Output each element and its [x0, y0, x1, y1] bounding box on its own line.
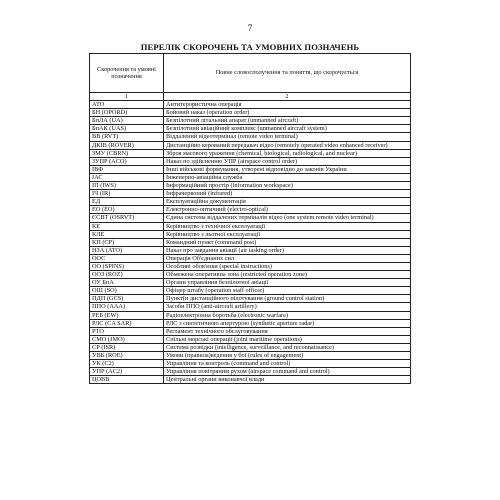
table-header-row: [90, 54, 411, 93]
header-full-term: Повне словосполучення та поняття, що скорочується: [164, 54, 411, 93]
abbreviation-cell: ЗУПР (ACO): [90, 157, 164, 165]
table-row: [90, 287, 411, 295]
abbreviation-cell: УК (C2): [90, 360, 164, 368]
table-row: [90, 271, 411, 279]
abbreviation-cell: СР (ISR): [90, 343, 164, 351]
table-row: [90, 141, 411, 149]
abbreviation-cell: РЕБ (EW): [90, 311, 164, 319]
table-row: [90, 149, 411, 157]
abbreviation-cell: ППО (AAA): [90, 303, 164, 311]
full-term-cell: Управління повітряним рухом (airspace command and control): [164, 368, 411, 376]
full-term-cell: Інженерно-авіаційна служба: [164, 173, 411, 181]
full-term-cell: Управління та контроль (command and control): [164, 360, 411, 368]
abbreviation-cell: УВБ (ROE): [90, 352, 164, 360]
abbreviation-cell: БпЛА (UA): [90, 117, 164, 125]
full-term-cell: Операція Об'єднаних сил: [164, 254, 411, 262]
abbreviation-cell: НЗА (ATO): [90, 246, 164, 254]
full-term-cell: Безпілотний літальний апарат (unmanned aircraft): [164, 117, 411, 125]
abbreviation-cell: ЗМУ (CBRN): [90, 149, 164, 157]
table-row: [90, 368, 411, 376]
full-term-cell: Наказ про завдання авіації (air tasking order): [164, 246, 411, 254]
full-term-cell: Пункт(и дистанційного пілотування (ground control station): [164, 295, 411, 303]
table-row: [90, 165, 411, 173]
table-row: [90, 230, 411, 238]
abbreviation-cell: ІП (IWS): [90, 182, 164, 190]
abbreviation-cell: ОШ (SO): [90, 287, 164, 295]
full-term-cell: Інфрачервоний (infrared): [164, 190, 411, 198]
full-term-cell: Система розвідки (intelligence, surveillance, and reconnaissance): [164, 343, 411, 351]
abbreviation-cell: ЕД: [90, 198, 164, 206]
full-term-cell: Безпілотний авіаційний комплекс (unmanned aircraft system): [164, 125, 411, 133]
full-term-cell: Наказ по здійсненню УПР (airspace control order): [164, 157, 411, 165]
abbreviation-cell: ЦОВВ: [90, 376, 164, 384]
table-row: [90, 343, 411, 351]
column-number-1: 1: [90, 93, 164, 101]
column-number-2: 2: [164, 93, 411, 101]
table-row: [90, 246, 411, 254]
full-term-cell: Командний пункт (command post): [164, 238, 411, 246]
table-row: [90, 238, 411, 246]
abbreviation-cell: СМО (JMO): [90, 335, 164, 343]
table-row: [90, 319, 411, 327]
full-term-cell: Радіоелектронна боротьба (electronic warfare): [164, 311, 411, 319]
table-body: [90, 101, 411, 384]
table-row: [90, 198, 411, 206]
table-row: [90, 109, 411, 117]
full-term-cell: Регламент технічного обслуговування: [164, 327, 411, 335]
table-row: [90, 206, 411, 214]
full-term-cell: Умови (правила)ведення у бої (rules of engagement): [164, 352, 411, 360]
full-term-cell: Офіцер штабу (operation staff officer): [164, 287, 411, 295]
full-term-cell: Засоби ППО (anti-aircraft artillery): [164, 303, 411, 311]
abbreviation-cell: КП (CP): [90, 238, 164, 246]
table-row: [90, 335, 411, 343]
full-term-cell: Експлуатаційна документація: [164, 198, 411, 206]
full-term-cell: Віддалений відеотермінал (remote video terminal): [164, 133, 411, 141]
abbreviation-cell: ІАС: [90, 173, 164, 181]
table-row: [90, 117, 411, 125]
full-term-cell: Єдина система віддалених терміналів відео (one system remote video terminal): [164, 214, 411, 222]
full-term-cell: Бойовий наказ (operation order): [164, 109, 411, 117]
table-row: [90, 190, 411, 198]
full-term-cell: Електронно-оптичний (electro-optical): [164, 206, 411, 214]
table-row: [90, 295, 411, 303]
full-term-cell: Дистанційно керований передавач відео (remotely operated video enhanced receiver): [164, 141, 411, 149]
abbreviation-cell: ВВ (RVT): [90, 133, 164, 141]
abbreviation-cell: ООС: [90, 254, 164, 262]
abbreviation-cell: БН (OPORD): [90, 109, 164, 117]
abbreviation-cell: РЛС (CA SAR): [90, 319, 164, 327]
page-number: 7: [247, 23, 253, 33]
abbreviation-cell: РТО: [90, 327, 164, 335]
full-term-cell: Органи управління безпілотної авіації: [164, 279, 411, 287]
full-term-cell: Зброя масового ураження (chemical, biological, radiological, and nuclear): [164, 149, 411, 157]
full-term-cell: РЛС з синтетичною апертурою (synthetic aperture radar): [164, 319, 411, 327]
table-row: [90, 157, 411, 165]
full-term-cell: Особливі обов'язки (special instructions): [164, 262, 411, 270]
table-row: [90, 311, 411, 319]
abbreviation-cell: ІВФ: [90, 165, 164, 173]
abbreviations-table: [89, 53, 411, 384]
header-abbreviation: Скорочення та умовні позначення: [90, 54, 164, 93]
table-row: [90, 125, 411, 133]
abbreviation-cell: ООЗ (ROZ): [90, 271, 164, 279]
full-term-cell: Обмежена оперативна зона (restricted operation zone): [164, 271, 411, 279]
table-row: [90, 360, 411, 368]
full-term-cell: Керівництво з технічної експлуатації: [164, 222, 411, 230]
abbreviation-cell: ДКІВ (ROVER): [90, 141, 164, 149]
abbreviation-cell: БпАК (UAS): [90, 125, 164, 133]
page-title: ПЕРЕЛІК СКОРОЧЕНЬ ТА УМОВНИХ ПОЗНАЧЕНЬ: [140, 42, 360, 52]
table-row: [90, 133, 411, 141]
full-term-cell: Центральні органи виконавчої влади: [164, 376, 411, 384]
abbreviation-cell: УПР (AC2): [90, 368, 164, 376]
abbreviation-cell: ІЧ (IR): [90, 190, 164, 198]
full-term-cell: Спільні морські операції (joint maritime operations): [164, 335, 411, 343]
table-row: [90, 182, 411, 190]
abbreviation-cell: ОУ БпА: [90, 279, 164, 287]
table-row: [90, 262, 411, 270]
abbreviation-cell: ЄСВТ (OSRVT): [90, 214, 164, 222]
full-term-cell: Інші військові формування, утворені відповідно до законів України: [164, 165, 411, 173]
table-row: [90, 303, 411, 311]
full-term-cell: Керівництво з льотної експлуатації: [164, 230, 411, 238]
table-row: [90, 173, 411, 181]
table-row: [90, 254, 411, 262]
table-row: [90, 352, 411, 360]
full-term-cell: Антитерористична операція: [164, 101, 411, 109]
abbreviation-cell: КЛЕ: [90, 230, 164, 238]
full-term-cell: Інформаційний простір (information workspace): [164, 182, 411, 190]
table-row: [90, 376, 411, 384]
table-row: [90, 101, 411, 109]
abbreviation-cell: КЕ: [90, 222, 164, 230]
table-row: [90, 214, 411, 222]
table-row: [90, 327, 411, 335]
table-row: [90, 279, 411, 287]
abbreviation-cell: ЕО (EO): [90, 206, 164, 214]
table-row: [90, 222, 411, 230]
abbreviation-cell: АТО: [90, 101, 164, 109]
column-number-row: [90, 93, 411, 101]
abbreviation-cell: ОО (SPINS): [90, 262, 164, 270]
abbreviation-cell: ПДП (GCS): [90, 295, 164, 303]
